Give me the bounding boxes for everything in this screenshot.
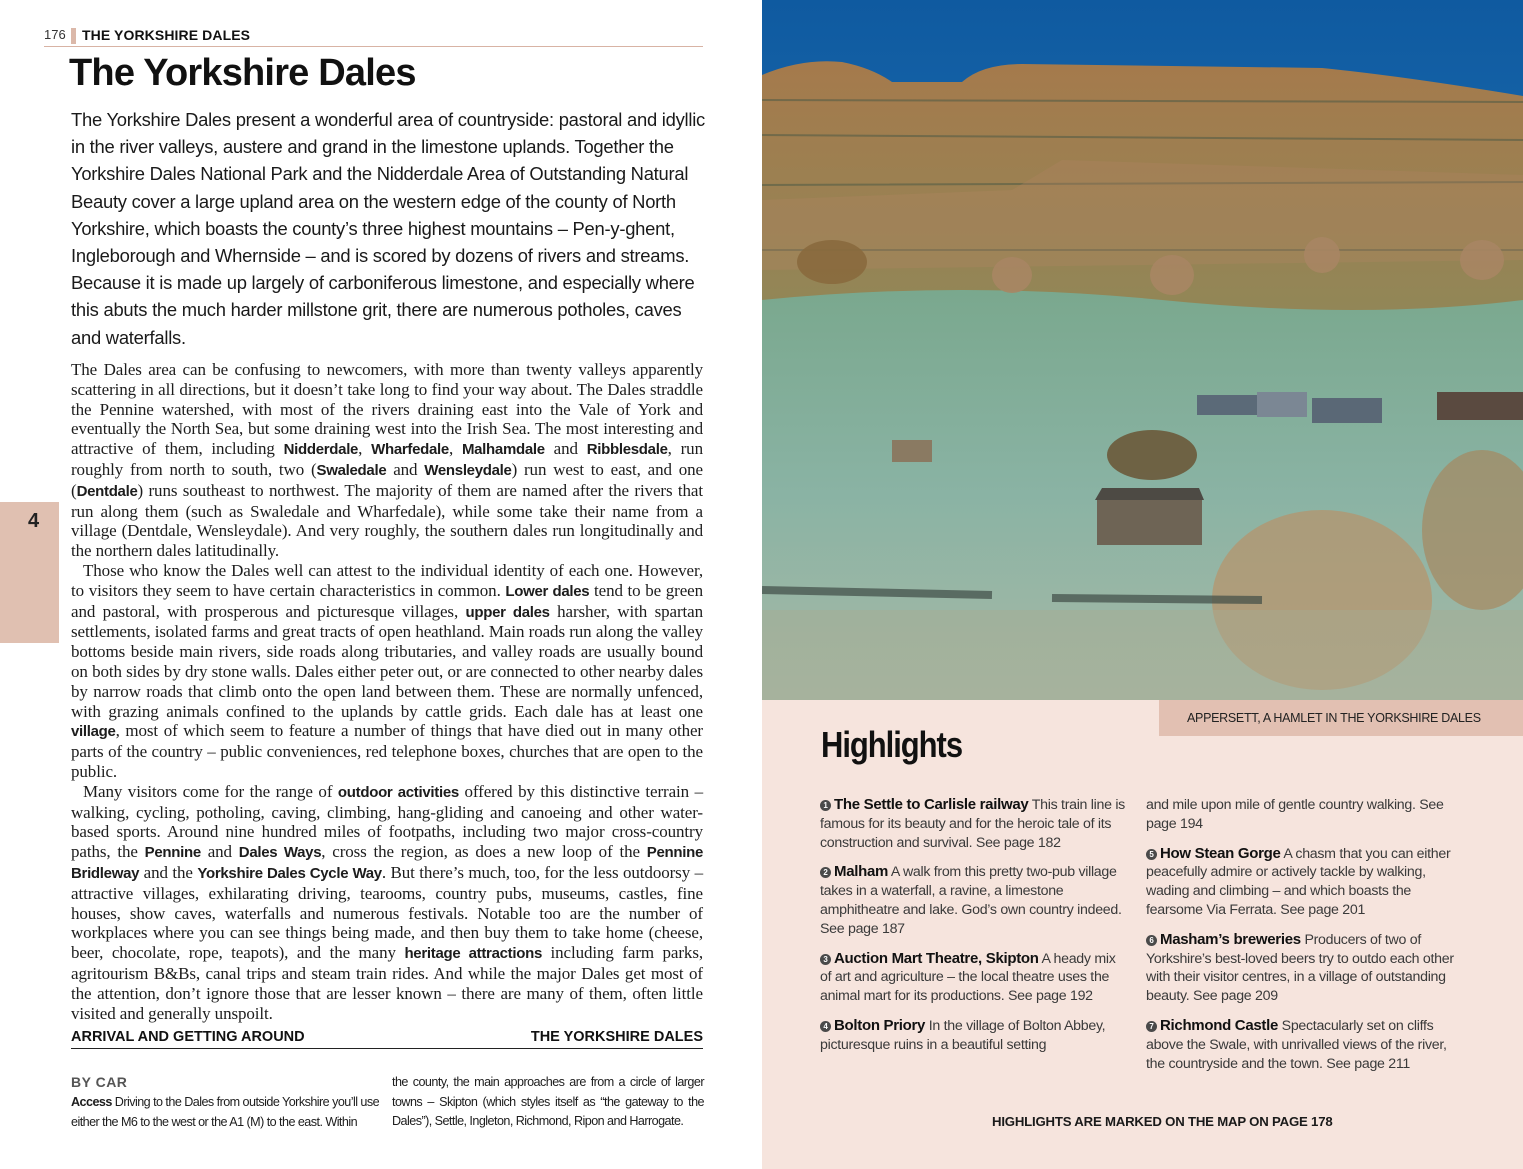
- keyword: heritage attractions: [404, 945, 542, 963]
- keyword: upper dales: [465, 603, 550, 621]
- section-region: THE YORKSHIRE DALES: [530, 1029, 703, 1045]
- text-run: The Dales area can be confusing to newcomers, with more than twenty valleys apparently scattering in all directions, but it doesn’t take long to find your way about. The Dales straddle the Pennine watershed, with most of the rivers draining east into the Vale of York and eventually the North Sea, but some draining west into the Irish Sea. The most interesting and attractive of them, including: [71, 360, 703, 459]
- text-run: harsher, with spartan settlements, isolated farms and great tracts of open heathland. Main roads run along the valley bottoms beside main rivers, side roads along tributaries, and valley roads are usually bound on both sides by dry stone walls. Dales either peter out, or are connected to other nearby dales by narrow roads that climb onto the open land between them. These are normally unfenced, with grazing animals confined to the uplands by cattle grids. Each dale has at least one: [71, 601, 703, 721]
- keyword: Pennine: [144, 844, 201, 862]
- text-run: Those who know the Dales well can attest to the individual identity of each one. However, to visitors they seem to have certain characteristics in common.: [71, 560, 703, 600]
- running-head-marker: [71, 28, 76, 44]
- keyword: Ribblesdale: [586, 441, 668, 459]
- highlight-name: Malham: [834, 863, 889, 881]
- field-barn: [1095, 488, 1204, 545]
- intro-paragraph: [71, 106, 711, 351]
- highlight-number-badge: 6: [1146, 935, 1157, 946]
- chapter-tab: [0, 502, 59, 643]
- highlight-number-badge: 2: [820, 867, 831, 878]
- running-head-title: THE YORKSHIRE DALES: [82, 27, 251, 43]
- highlight-number-badge: 5: [1146, 849, 1157, 860]
- text-run: including farm parks, agritourism B&Bs, canal trips and steam train rides. And while the major Dales get most of the attention, don’t ignore those that are lesser known – there are many of them, often little visited and generally unspoilt.: [71, 943, 703, 1023]
- keyword: Lower dales: [505, 582, 590, 600]
- highlight-name: How Stean Gorge: [1160, 844, 1281, 862]
- landscape-photo: [762, 0, 1523, 700]
- body-paragraph-1: [71, 360, 703, 561]
- keyword: Wensleydale: [424, 461, 512, 479]
- text-run: . But there’s much, too, for the less outdoorsy – attractive villages, exhilarating driving, tearooms, country pubs, museums, castles, fine houses, show caves, waterfalls and numerous festivals. Notable too are the number of workplaces where you can see things being made, and then buy them to take home (cheese, beer, chocolate, rope, teapots), and the many: [71, 862, 703, 963]
- highlight-description: Producers of two of Yorkshire’s best-loved beers try to outdo each other with their visitor centres, in a village of outstanding beauty. See page 209: [1146, 931, 1454, 1005]
- keyword: Swaledale: [316, 461, 387, 479]
- highlight-description: In the village of Bolton Abbey, picturesque ruins in a beautiful setting: [820, 1017, 1106, 1053]
- highlight-name: Masham’s breweries: [1160, 930, 1301, 948]
- highlight-description: A heady mix of art and agriculture – the local theatre uses the animal mart for its productions. See page 192: [820, 950, 1116, 1005]
- keyword: Wharfedale: [371, 441, 449, 459]
- section-heading-bar: [71, 1028, 703, 1049]
- highlights-column-2: [1146, 796, 1456, 1084]
- highlight-description: Spectacularly set on cliffs above the Swale, with unrivalled views of the river, the countryside and the town. See page 211: [1146, 1017, 1447, 1072]
- page-title: The Yorkshire Dales: [69, 52, 416, 94]
- text-run: ,: [358, 439, 372, 459]
- text-run: , run roughly from north to south, two (: [71, 439, 703, 479]
- highlight-description: A walk from this pretty two-pub village takes in a waterfall, a ravine, a limestone amphitheatre and lake. God’s own country indeed. See page 187: [820, 864, 1122, 937]
- by-car-column-2: the county, the main approaches are from a circle of larger towns – Skipton (which styles itself as “the gateway to the Dales”), Settle, Ingleton, Richmond, Ripon and Harrogate.: [392, 1075, 704, 1129]
- highlight-name: The Settle to Carlisle railway: [834, 796, 1029, 813]
- chapter-number: 4: [28, 510, 40, 532]
- highlight-name: Auction Mart Theatre, Skipton: [834, 949, 1039, 967]
- highlight-item: [820, 796, 1130, 852]
- keyword: Nidderdale: [283, 441, 359, 459]
- keyword: Dentdale: [76, 482, 138, 500]
- highlight-number-badge: 4: [820, 1021, 831, 1032]
- intro-text: The Yorkshire Dales present a wonderful area of countryside: pastoral and idyllic in the river valleys, austere and grand in the limestone uplands. Together the Yorkshire Dales National Park and the Nidderdale Area of Outstanding Natural Beauty cover a large upland area on the western edge of the county of North Yorkshire, which boasts the county’s three highest mountains – Pen-y-ghent, Ingleborough and Whernside – and is scored by dozens of rivers and streams. Because it is made up largely of carboniferous limestone, and especially where this abuts the much harder millstone grit, there are numerous potholes, caves and waterfalls.: [71, 109, 705, 348]
- body-text: [71, 360, 703, 1023]
- highlight-item: [820, 863, 1130, 938]
- text-run: ) run west to east, and one (: [71, 459, 703, 500]
- highlight-name: Bolton Priory: [834, 1016, 926, 1034]
- frosted-foreground: [762, 610, 1523, 700]
- text-run: and: [386, 459, 425, 479]
- text-run: , cross the region, as does a new loop of the: [321, 842, 647, 862]
- by-car-text-1: Driving to the Dales from outside Yorkshire you’ll use either the M6 to the west or the A1 (M) to the east. Within: [71, 1095, 380, 1129]
- text-run: ,: [448, 439, 462, 459]
- keyword: Malhamdale: [461, 441, 545, 459]
- access-label: Access: [71, 1095, 112, 1109]
- text-run: offered by this distinctive terrain – walking, cycling, potholing, caving, climbing, hang-gliding and canoeing and other water-based sports. Around nine hundred miles of footpaths, including two major cross-country paths, the: [71, 781, 703, 862]
- running-head: [44, 26, 703, 47]
- text-run: Many visitors come for the range of: [83, 781, 338, 801]
- keyword: Dales Ways: [238, 844, 322, 862]
- by-car-column-1: [71, 1093, 383, 1132]
- photo-caption: APPERSETT, A HAMLET IN THE YORKSHIRE DALES: [1187, 711, 1481, 725]
- highlight-name: Richmond Castle: [1160, 1016, 1279, 1034]
- right-page: [762, 0, 1523, 1169]
- keyword: village: [71, 723, 116, 741]
- highlight-description: and mile upon mile of gentle country walking. See page 194: [1146, 797, 1444, 832]
- keyword: Pennine Bridleway: [71, 844, 703, 882]
- text-run: and: [200, 842, 239, 862]
- highlights-map-note: HIGHLIGHTS ARE MARKED ON THE MAP ON PAGE 178: [992, 1114, 1333, 1129]
- text-run: tend to be green and pastoral, with prosperous and picturesque villages,: [71, 580, 703, 621]
- highlight-item: [1146, 931, 1456, 1006]
- text-run: and the: [139, 862, 198, 882]
- highlights-column-1: [820, 796, 1130, 1066]
- text-run: and: [544, 439, 587, 459]
- highlight-number-badge: 7: [1146, 1021, 1157, 1032]
- text-run: ) runs southeast to northwest. The majority of them are named after the rivers that run along them (such as Swaledale and Wharfedale), while some take their name from a village (Dentdale, Wensleydale). And very roughly, the southern dales run longitudinally and the northern dales latitudinally.: [71, 480, 703, 561]
- section-heading: ARRIVAL AND GETTING AROUND: [71, 1029, 305, 1045]
- highlight-description: A chasm that you can either peacefully admire or actively tackle by walking, wading and climbing – and which boasts the fearsome Via Ferrata. See page 201: [1146, 845, 1451, 918]
- highlight-number-badge: 1: [820, 800, 831, 811]
- highlight-item: [1146, 845, 1456, 920]
- subheading-by-car: BY CAR: [71, 1074, 128, 1090]
- highlight-number-badge: 3: [820, 954, 831, 965]
- text-run: , most of which seem to feature a number of things that have died out in many other parts of the country – public conveniences, red telephone boxes, churches that are open to the public.: [71, 721, 703, 781]
- keyword: Yorkshire Dales Cycle Way: [197, 864, 382, 882]
- page-number: 176: [44, 27, 66, 42]
- highlights-title: Highlights: [821, 724, 963, 765]
- highlight-item: [820, 1017, 1130, 1055]
- keyword: outdoor activities: [337, 783, 459, 801]
- body-paragraph-2: [71, 561, 703, 782]
- body-paragraph-3: [71, 782, 703, 1024]
- highlight-item-continued: [1146, 796, 1456, 834]
- highlight-description: This train line is famous for its beauty and for the heroic tale of its construction and survival. See page 182: [820, 797, 1125, 851]
- photo-caption-box: [1159, 700, 1523, 736]
- highlight-item: [820, 950, 1130, 1006]
- highlight-item: [1146, 1017, 1456, 1073]
